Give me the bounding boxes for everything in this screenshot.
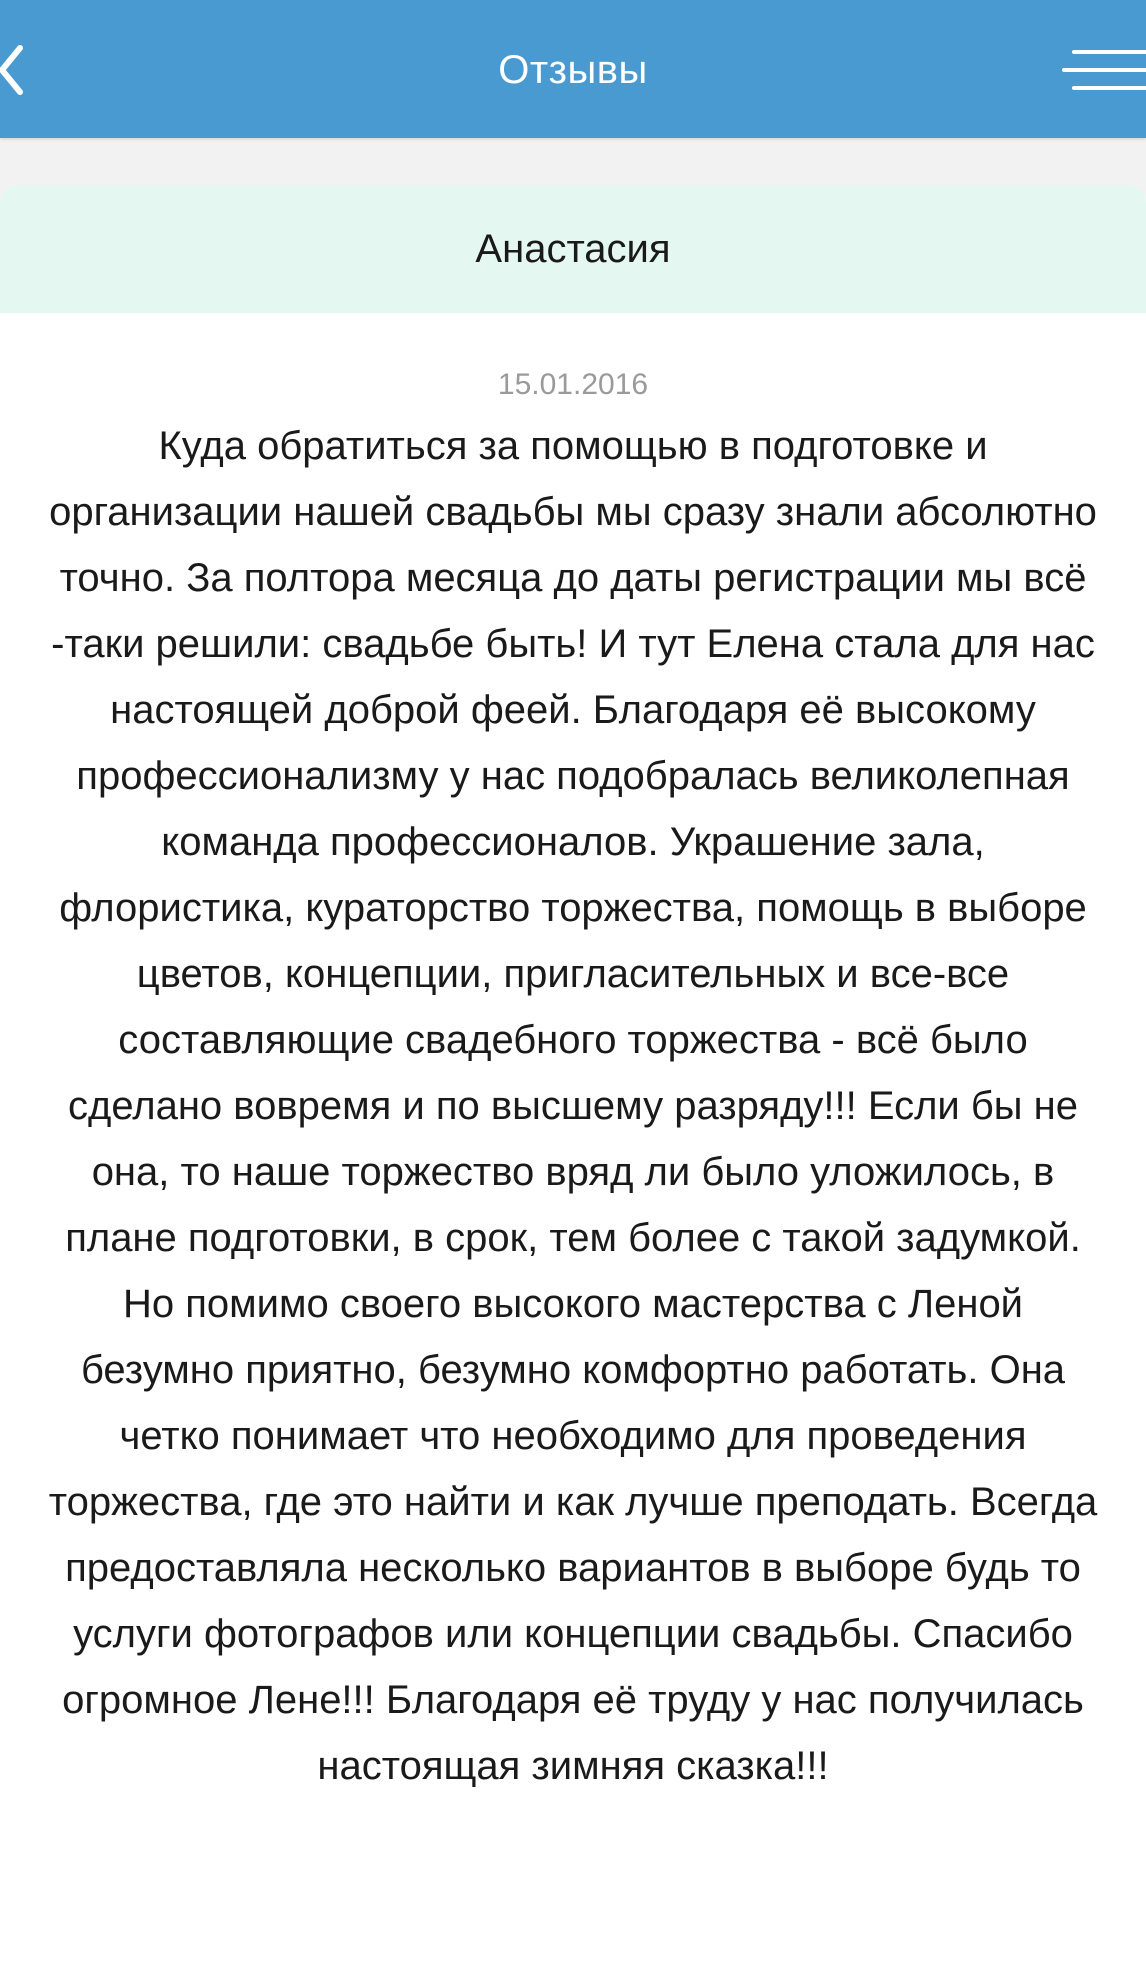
top-app-bar [0,0,1146,138]
review-text: Куда обратиться за помощью в подготовке и организации нашей свадьбы мы сразу знали абсолютно точно. За полтора месяца до даты регистрации мы всё -таки решили: свадьбе быть! И тут Елена стала для нас настоящей доброй феей. Благодаря её высокому профессионализму у нас подобралась великолепная команда профессионалов. Украшение зала, флористика, кураторство торжества, помощь в выборе цветов, концепции, пригласительных и все-все составляющие свадебного торжества - всё было сделано вовремя и по высшему разряду!!! Если бы не она, то наше торжество вряд ли было уложилось, в плане подготовки, в срок, тем более с такой задумкой. Но помимо своего высокого мастерства с Леной безумно приятно, безумно комфортно работать. Она четко понимает что необходимо для проведения торжества, где это найти и как лучше преподать. Всегда предоставляла несколько вариантов в выборе будь то услуги фотографов или концепции свадьбы. Спасибо огромное Лене!!! Благодаря её труду у нас получилась настоящая зимняя сказка!!! [48,424,1098,1788]
review-date: 15.01.2016 [497,368,649,401]
review-card [0,185,1146,1982]
review-author-header [0,185,1146,313]
menu-button[interactable] [1056,40,1146,100]
page-title: Отзывы [498,48,648,92]
review-author: Анастасия [475,227,671,271]
hamburger-menu-icon [1056,40,1146,100]
